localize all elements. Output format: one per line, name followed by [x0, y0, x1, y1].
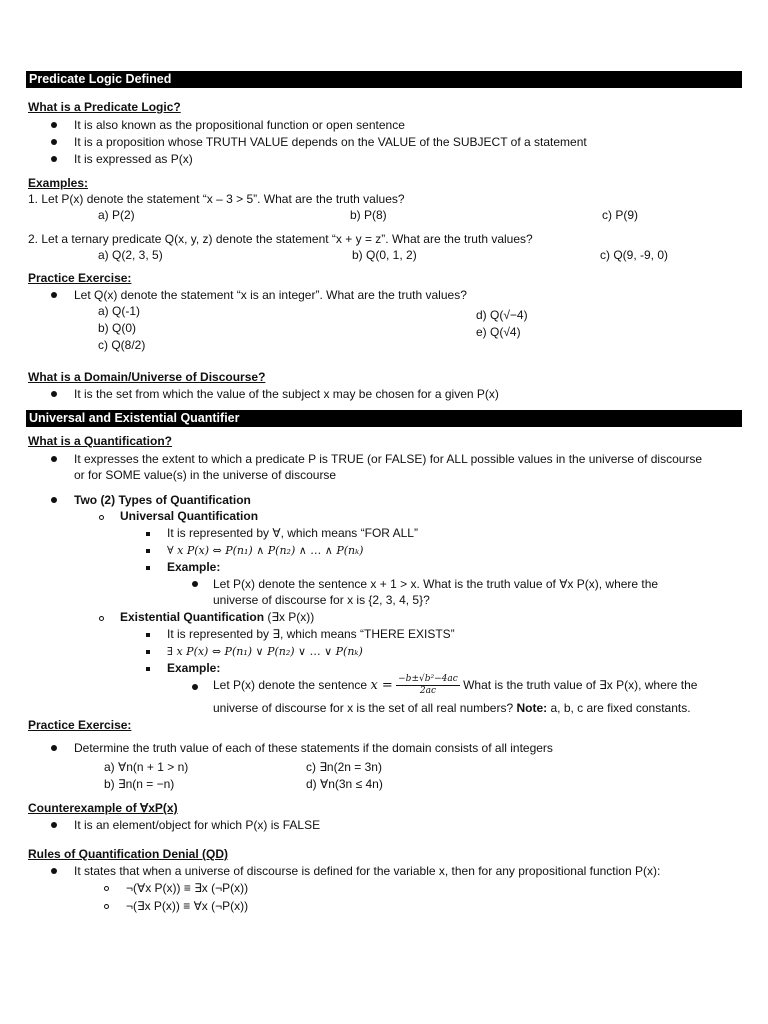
- list-item: It is expressed as P(x): [74, 152, 193, 166]
- existential-item-1: It is represented by ∃, which means “THERE EXISTS”: [167, 627, 455, 641]
- practice-option-d: d) Q(√−4): [476, 308, 528, 322]
- existential-example-line-1: [213, 672, 697, 699]
- example-1-option-c: c) P(9): [602, 208, 638, 222]
- square-bullet-icon: [146, 650, 150, 654]
- universal-item-2: ∀ x P(x) ⇔ P(n₁) ∧ P(n₂) ∧ … ∧ P(nₖ): [167, 544, 364, 557]
- circle-bullet-icon: [99, 515, 104, 520]
- existential-example-text-a: Let P(x) denote the sentence: [213, 678, 371, 692]
- example-2: 2. Let a ternary predicate Q(x, y, z) denote the statement “x + y = z”. What are the truth values?: [28, 232, 533, 246]
- bullet-icon: [51, 122, 57, 128]
- heading-counterexample: Counterexample of ∀xP(x): [28, 801, 178, 815]
- bullet-icon: [51, 868, 57, 874]
- square-bullet-icon: [146, 667, 150, 671]
- example-1-option-b: b) P(8): [350, 208, 387, 222]
- heading-examples: Examples:: [28, 176, 89, 190]
- square-bullet-icon: [146, 532, 150, 536]
- square-bullet-icon: [146, 633, 150, 637]
- example-1-option-a: a) P(2): [98, 208, 135, 222]
- existential-example-text-d: a, b, c are fixed constants.: [547, 701, 691, 715]
- bullet-icon: [51, 292, 57, 298]
- quantification-definition-line-2: or for SOME value(s) in the universe of discourse: [74, 468, 337, 482]
- existential-item-2: ∃ x P(x) ⇔ P(n₁) ∨ P(n₂) ∨ … ∨ P(nₖ): [167, 645, 363, 658]
- bullet-icon: [51, 391, 57, 397]
- circle-bullet-icon: [104, 904, 109, 909]
- example-1: 1. Let P(x) denote the statement “x – 3 > 5”. What are the truth values?: [28, 192, 405, 206]
- practice-2-option-d: d) ∀n(3n ≤ 4n): [306, 777, 383, 791]
- universal-example-label: Example:: [167, 560, 221, 574]
- practice-option-a: a) Q(-1): [98, 304, 140, 318]
- square-bullet-icon: [146, 566, 150, 570]
- practice-2-option-c: c) ∃n(2n = 3n): [306, 760, 382, 774]
- heading-practice-exercise-2: Practice Exercise:: [28, 718, 132, 732]
- quantification-denial-rule-1: ¬(∀x P(x)) ≡ ∃x (¬P(x)): [126, 881, 249, 895]
- bullet-icon: [51, 139, 57, 145]
- practice-option-b: b) Q(0): [98, 321, 137, 335]
- square-bullet-icon: [146, 549, 150, 553]
- counterexample-definition: It is an element/object for which P(x) is FALSE: [74, 818, 321, 832]
- practice-option-e: e) Q(√4): [476, 325, 521, 339]
- existential-example-text-b: What is the truth value of ∃x P(x), where the: [459, 678, 698, 692]
- quadratic-fraction: [396, 674, 460, 697]
- bullet-icon: [51, 456, 57, 462]
- existential-heading-label: Existential Quantification: [120, 610, 265, 624]
- fraction-denominator: 2ac: [419, 686, 437, 697]
- heading-what-is-quantification: What is a Quantification?: [28, 434, 173, 448]
- heading-what-is-predicate-logic: What is a Predicate Logic?: [28, 100, 181, 114]
- bullet-icon: [51, 745, 57, 751]
- practice-statement: Let Q(x) denote the statement “x is an integer”. What are the truth values?: [74, 288, 467, 302]
- practice-2-option-a: a) ∀n(n + 1 > n): [104, 760, 189, 774]
- existential-example-text-c: universe of discourse for x is the set of all real numbers?: [213, 701, 517, 715]
- universal-example-line-2: universe of discourse for x is {2, 3, 4, 5}?: [213, 593, 430, 607]
- note-label: Note:: [516, 701, 548, 715]
- practice-statement-2: Determine the truth value of each of these statements if the domain consists of all integers: [74, 741, 553, 755]
- quantification-denial-rule-2: ¬(∃x P(x)) ≡ ∀x (¬P(x)): [126, 899, 249, 913]
- existential-example-variable: x =: [370, 678, 393, 693]
- practice-2-option-b: b) ∃n(n = −n): [104, 777, 175, 791]
- existential-example-label: Example:: [167, 661, 221, 675]
- quantification-denial-statement: It states that when a universe of discourse is defined for the variable x, then for any propositional function P(x):: [74, 864, 661, 878]
- example-2-option-c: c) Q(9, -9, 0): [600, 248, 669, 262]
- bullet-icon: [51, 822, 57, 828]
- list-item: It is the set from which the value of the subject x may be chosen for a given P(x): [74, 387, 499, 401]
- example-2-option-b: b) Q(0, 1, 2): [352, 248, 417, 262]
- bullet-icon: [192, 581, 198, 587]
- bullet-icon: [192, 684, 198, 690]
- bullet-icon: [51, 497, 57, 503]
- heading-practice-exercise: Practice Exercise:: [28, 271, 132, 285]
- types-of-quantification: Two (2) Types of Quantification: [74, 493, 251, 507]
- universal-quantification-heading: Universal Quantification: [120, 509, 259, 523]
- section-header-predicate-logic: Predicate Logic Defined: [26, 71, 742, 88]
- heading-domain: What is a Domain/Universe of Discourse?: [28, 370, 266, 384]
- circle-bullet-icon: [104, 886, 109, 891]
- list-item: It is a proposition whose TRUTH VALUE depends on the VALUE of the SUBJECT of a statement: [74, 135, 587, 149]
- universal-example-line-1: Let P(x) denote the sentence x + 1 > x. What is the truth value of ∀x P(x), where the: [213, 577, 659, 591]
- existential-example-line-2: [213, 701, 691, 716]
- example-2-option-a: a) Q(2, 3, 5): [98, 248, 163, 262]
- heading-quantification-denial: Rules of Quantification Denial (QD): [28, 847, 229, 861]
- fraction-numerator: −b±√b²−4ac: [398, 674, 458, 685]
- bullet-icon: [51, 156, 57, 162]
- existential-quantification-heading: [120, 610, 314, 625]
- universal-item-1: It is represented by ∀, which means “FOR ALL”: [167, 526, 418, 540]
- circle-bullet-icon: [99, 616, 104, 621]
- section-header-quantifier: Universal and Existential Quantifier: [26, 410, 742, 427]
- quantification-definition-line-1: It expresses the extent to which a predicate P is TRUE (or FALSE) for ALL possible values in the universe of discourse: [74, 452, 703, 466]
- practice-option-c: c) Q(8/2): [98, 338, 146, 352]
- existential-heading-symbol: (∃x P(x)): [264, 610, 315, 624]
- list-item: It is also known as the propositional function or open sentence: [74, 118, 405, 132]
